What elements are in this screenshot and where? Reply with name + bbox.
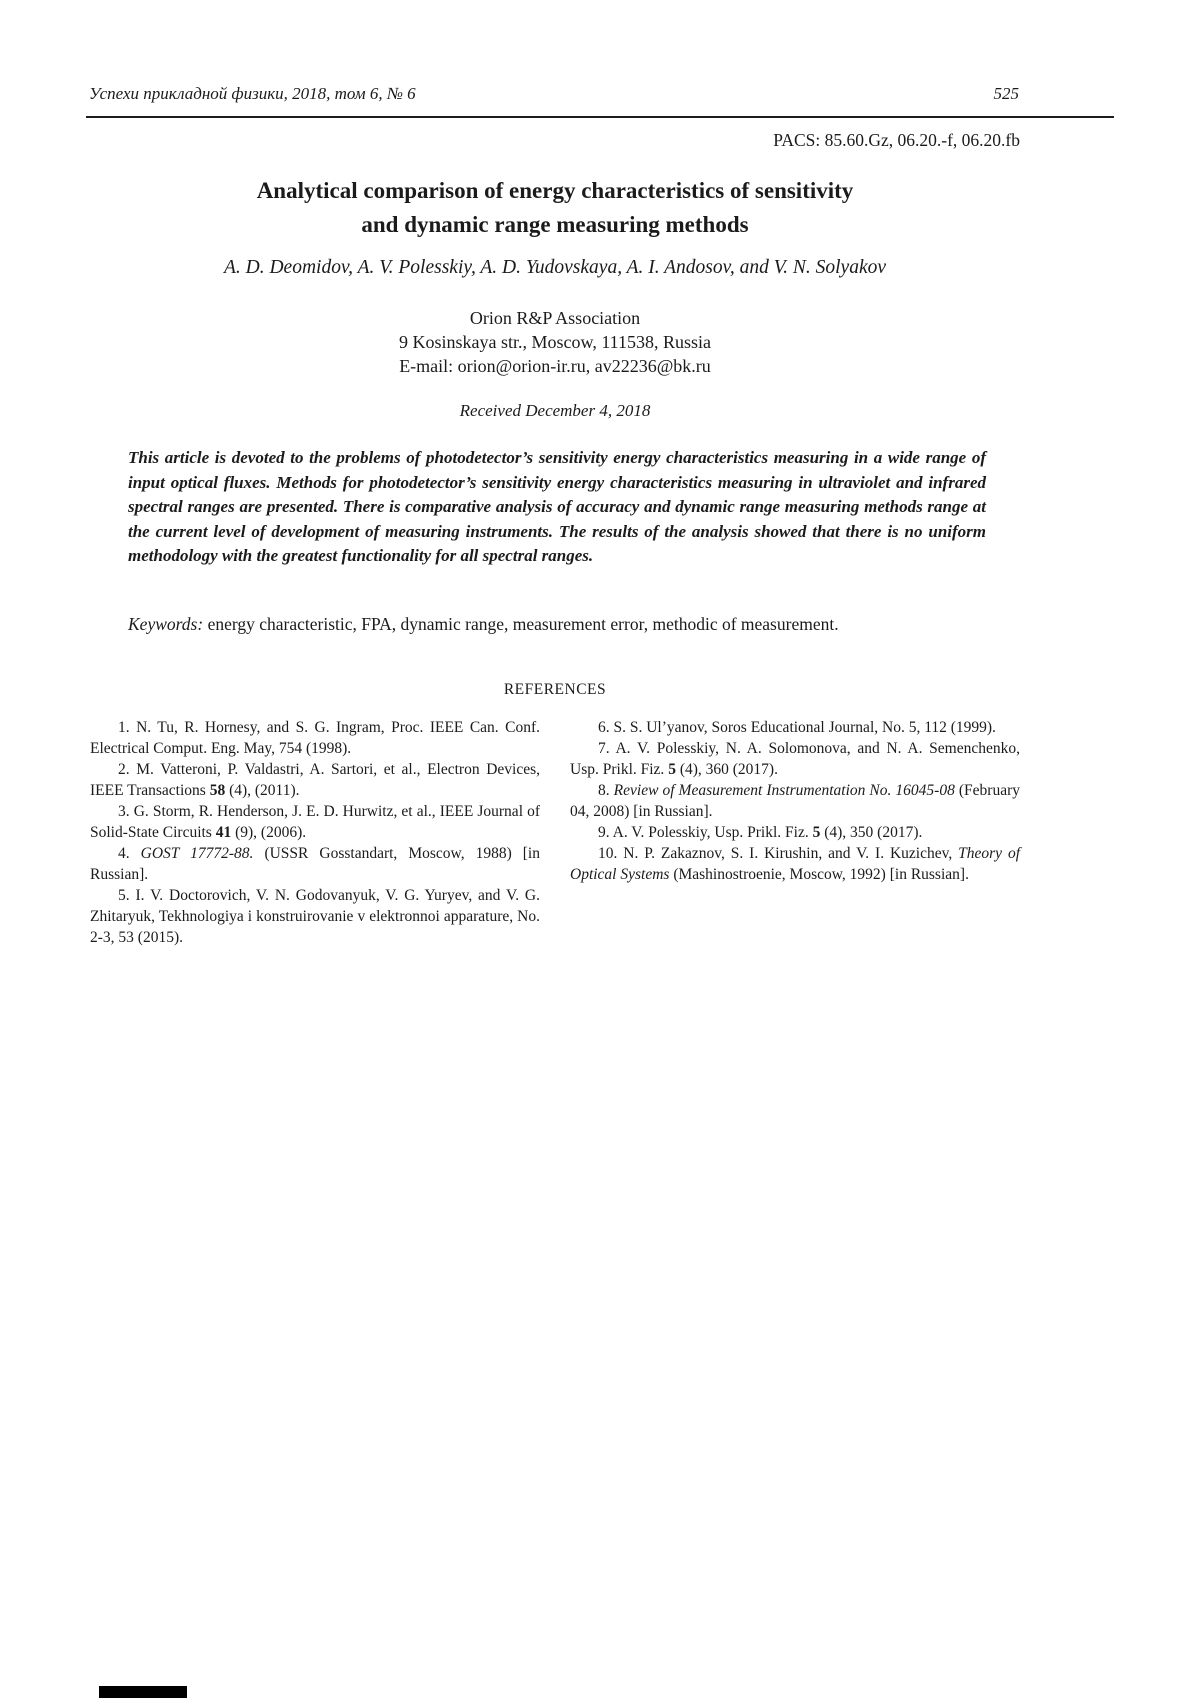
article-title [90, 174, 1020, 242]
reference-item: 1. N. Tu, R. Hornesy, and S. G. Ingram, Proc. IEEE Can. Conf. Electrical Comput. Eng. May, 754 (1998). [90, 719, 540, 757]
affiliation-name: Orion R&P Association [469, 308, 641, 328]
references-heading: REFERENCES [503, 681, 607, 698]
abstract-text: This article is devoted to the problems of photodetector’s sensitivity energy characteristics measuring in a wide range of input optical fluxes. Methods for photodetector’s sensitivity energy characteristics measuring in ultraviolet and infrared spectral ranges are presented. There is comparative analysis of accuracy and dynamic range measuring methods range at the current level of development of measuring instruments. The results of the analysis showed that there is no uniform methodology with the greatest functionality for all spectral ranges. [128, 448, 986, 565]
reference-item: 5. I. V. Doctorovich, V. N. Godovanyuk, V. G. Yuryev, and V. G. Zhitaryuk, Tekhnologiya i konstruirovanie v elektronnoi apparature, No. 2-3, 53 (2015). [90, 887, 540, 946]
scan-artifact [99, 1686, 187, 1698]
references-section [90, 717, 1020, 948]
references-column-right [570, 717, 1020, 948]
keywords-line [128, 614, 998, 635]
references-column-left [90, 717, 540, 948]
authors-line: A. D. Deomidov, A. V. Polesskiy, A. D. Yudovskaya, A. I. Andosov, and V. N. Solyakov [223, 257, 887, 278]
article-title-line1: Analytical comparison of energy characteristics of sensitivity [256, 178, 854, 203]
keywords-label: Keywords: [128, 614, 204, 634]
keywords-text: energy characteristic, FPA, dynamic range, measurement error, methodic of measurement. [203, 614, 839, 634]
running-head [89, 84, 1019, 104]
reference-item: 7. A. V. Polesskiy, N. A. Solomonova, and N. A. Semenchenko, Usp. Prikl. Fiz. 5 (4), 360 (2017). [570, 740, 1020, 778]
affiliation-block [90, 306, 1020, 378]
affiliation-address: 9 Kosinskaya str., Moscow, 111538, Russia [399, 332, 711, 352]
reference-item: 4. GOST 17772-88. (USSR Gosstandart, Moscow, 1988) [in Russian]. [90, 845, 540, 883]
reference-item: 6. S. S. Ul’yanov, Soros Educational Journal, No. 5, 112 (1999). [598, 719, 996, 736]
article-title-line2: and dynamic range measuring methods [361, 212, 749, 237]
page-number: 525 [993, 84, 1019, 103]
pacs-line: PACS: 85.60.Gz, 06.20.-f, 06.20.fb [773, 130, 1020, 150]
reference-item: 3. G. Storm, R. Henderson, J. E. D. Hurwitz, et al., IEEE Journal of Solid-State Circuits 41 (9), (2006). [90, 803, 540, 841]
reference-item: 9. A. V. Polesskiy, Usp. Prikl. Fiz. 5 (4), 350 (2017). [598, 824, 923, 841]
reference-item: 10. N. P. Zakaznov, S. I. Kirushin, and V. I. Kuzichev, Theory of Optical Systems (Mashinostroenie, Moscow, 1992) [in Russian]. [570, 845, 1021, 883]
affiliation-email: E-mail: orion@orion-ir.ru, av22236@bk.ru [399, 356, 711, 376]
header-divider-rule [86, 116, 1114, 118]
received-date: Received December 4, 2018 [459, 401, 651, 420]
journal-title: Успехи прикладной физики, 2018, том 6, № 6 [89, 84, 416, 103]
reference-item: 2. M. Vatteroni, P. Valdastri, A. Sartori, et al., Electron Devices, IEEE Transactions 58 (4), (2011). [90, 761, 540, 799]
reference-item: 8. Review of Measurement Instrumentation No. 16045-08 (February 04, 2008) [in Russian]. [570, 782, 1021, 820]
